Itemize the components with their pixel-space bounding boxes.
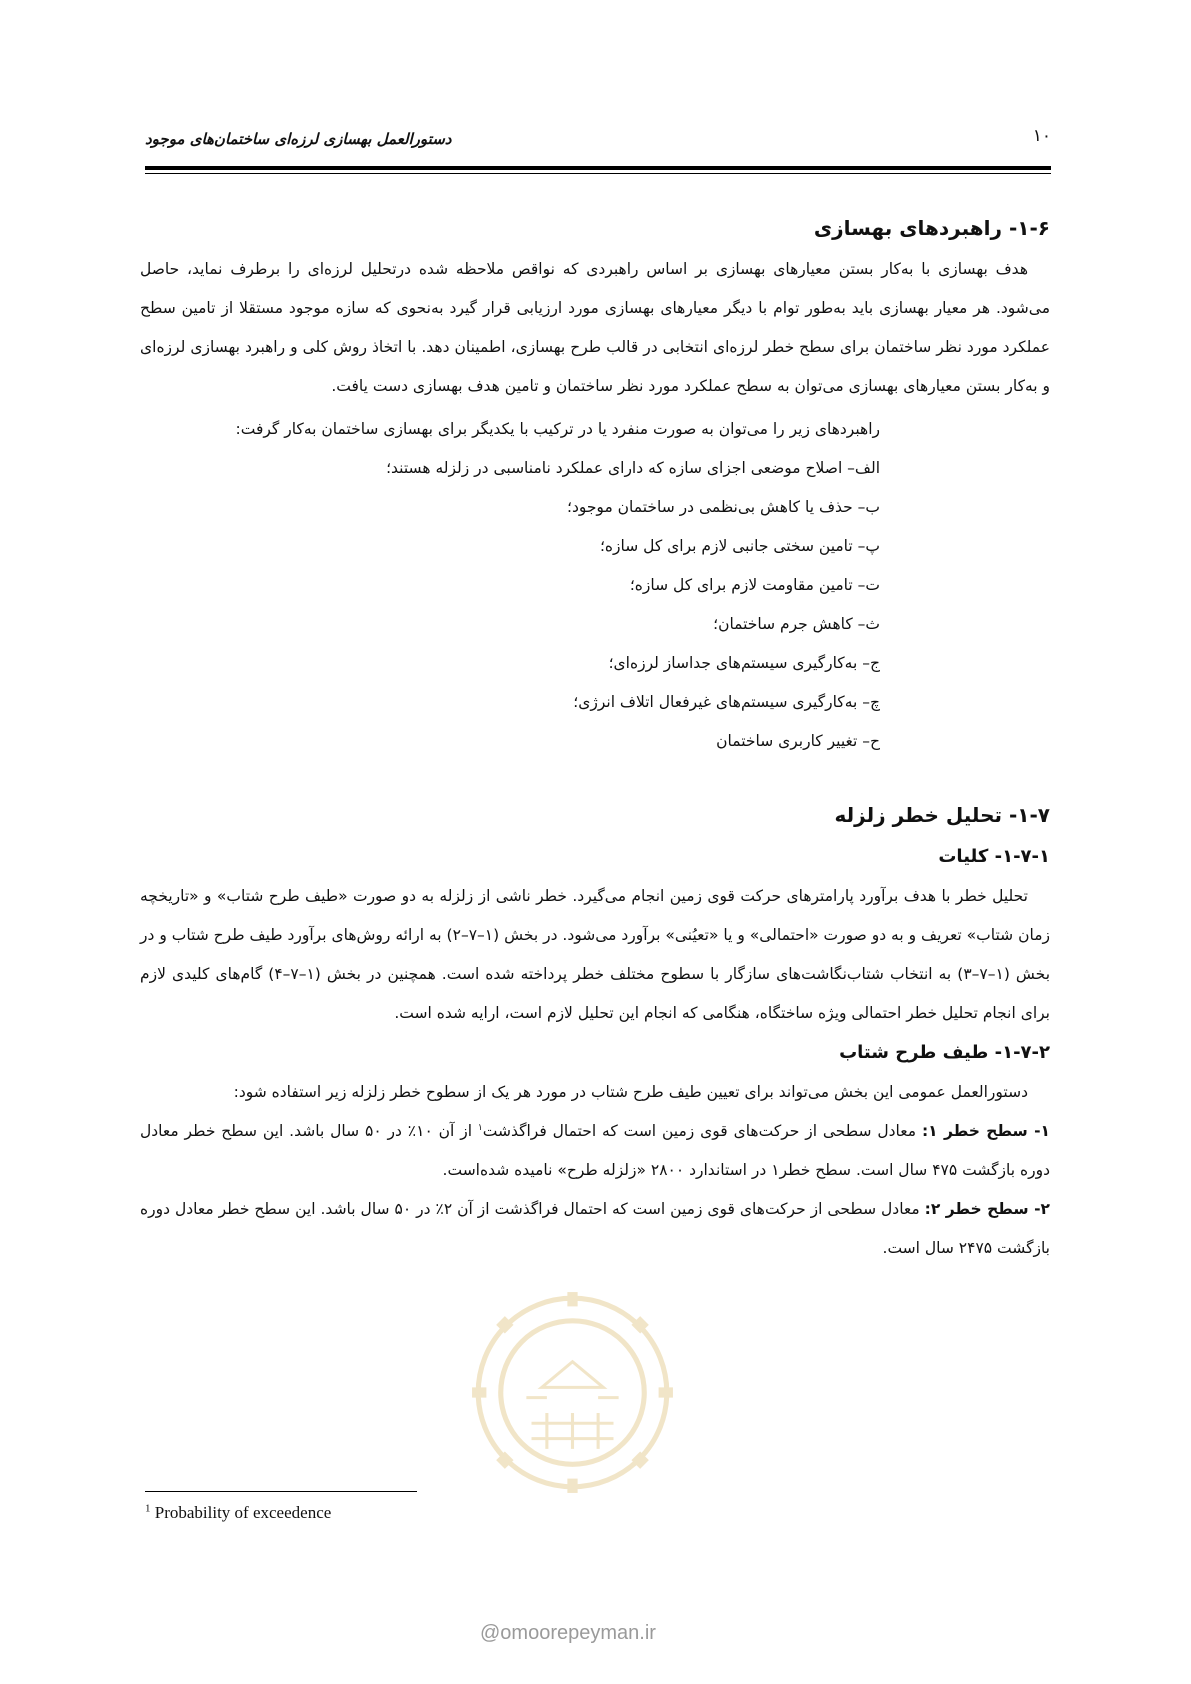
page-number: ۱۰ <box>1032 126 1051 146</box>
body-content <box>140 208 1050 1268</box>
list-item: ح– تغییر کاربری ساختمان <box>716 732 880 750</box>
watermark-text: @omoorepeyman.ir <box>480 1622 656 1644</box>
hazard-level-1 <box>140 1112 1050 1190</box>
hazard-level-1-text-b: از آن ۱۰٪ در ۵۰ سال باشد. این سطح خطر معادل دوره بازگشت ۴۷۵ سال است. سطح خطر۱ در استاندارد ۲۸۰۰ «زلزله طرح» نامیده شده‌است. <box>140 1122 1050 1179</box>
footnote-mark: 1 <box>145 1502 151 1515</box>
strategies-list <box>140 410 1050 761</box>
section-heading-hazard-analysis: ۱-۷- تحلیل خطر زلزله <box>834 803 1050 827</box>
paragraph-general: تحلیل خطر با هدف برآورد پارامترهای حرکت قوی زمین انجام می‌گیرد. خطر ناشی از زلزله به دو صورت «طیف طرح شتاب» و «تاریخچه زمان شتاب» تعریف و به دو صورت «احتمالی» و یا «تعیُنی» برآورد می‌شود. در بخش (۱–۷–۲) به ارائه روش‌های برآورد طیف طرح شتاب و در بخش (۱–۷–۳) به انتخاب شتاب‌نگاشت‌های سازگار با سطوح مختلف خطر پرداخته شده است. همچنین در بخش (۱–۷–۴) گام‌های کلیدی لازم برای انجام تحلیل خطر احتمالی ویژه ساختگاه، هنگامی که انجام این تحلیل لازم است، ارایه شده است. <box>140 887 1051 1022</box>
section-heading-strategies: ۱-۶- راهبردهای بهسازی <box>813 216 1050 240</box>
institution-seal-icon <box>470 1290 675 1495</box>
subsection-heading-design-spectrum: ۱-۷-۲- طیف طرح شتاب <box>839 1042 1050 1063</box>
footnote-reference[interactable]: ۱ <box>477 1122 483 1133</box>
list-item: ب– حذف یا کاهش بی‌نظمی در ساختمان موجود؛ <box>567 498 880 516</box>
list-item: الف– اصلاح موضعی اجزای سازه که دارای عملکرد نامناسبی در زلزله هستند؛ <box>386 459 880 477</box>
hazard-level-2-text: معادل سطحی از حرکت‌های قوی زمین است که احتمال فراگذشت از آن ۲٪ در ۵۰ سال باشد. این سطح خطر معادل دوره بازگشت ۲۴۷۵ سال است. <box>140 1200 1050 1257</box>
hazard-level-2 <box>140 1190 1050 1268</box>
footnote-separator <box>145 1491 417 1492</box>
list-item: ث– کاهش جرم ساختمان؛ <box>713 615 880 633</box>
list-item: ت– تامین مقاومت لازم برای کل سازه؛ <box>629 576 880 594</box>
hazard-level-2-label: ۲- سطح خطر ۲: <box>924 1200 1050 1218</box>
subsection-heading-general: ۱-۷-۱- کلیات <box>938 846 1050 867</box>
strategies-list-intro: راهبردهای زیر را می‌توان به صورت منفرد یا در ترکیب با یکدیگر برای بهسازی ساختمان به‌کار گرفت: <box>235 420 880 438</box>
footnote-text: Probability of exceedence <box>154 1503 332 1522</box>
list-item: ج– به‌کارگیری سیستم‌های جداساز لرزه‌ای؛ <box>608 654 880 672</box>
list-item: چ– به‌کارگیری سیستم‌های غیرفعال اتلاف انرژی؛ <box>573 693 880 711</box>
hazard-level-1-label: ۱- سطح خطر ۱: <box>921 1122 1051 1140</box>
header-rule-thick <box>145 166 1051 170</box>
paragraph-strategies-intro: هدف بهسازی با به‌کار بستن معیارهای بهسازی بر اساس راهبردی که نواقص ملاحظه شده درتحلیل لرزه‌ای را برطرف نماید، حاصل می‌شود. هر معیار بهسازی باید به‌طور توام با دیگر معیارهای بهسازی مورد ارزیابی قرار گیرد به‌نحوی که سازه موجود مستقلا از تامین سطح عملکرد مورد نظر ساختمان برای سطح خطر لرزه‌ای انتخابی در قالب طرح بهسازی، اطمینان دهد. با اتخاذ روش کلی و راهبرد بهسازی لرزه‌ای و به‌کار بستن معیارهای بهسازی می‌توان به سطح عملکرد مورد نظر ساختمان و تامین هدف بهسازی دست یافت. <box>140 260 1050 395</box>
header-rule-thin <box>145 173 1051 174</box>
paragraph-spectrum-intro: دستورالعمل عمومی این بخش می‌تواند برای تعیین طیف طرح شتاب در مورد هر یک از سطوح خطر زلزله زیر استفاده شود: <box>233 1083 1028 1101</box>
footnote <box>145 1503 331 1523</box>
list-item: پ– تامین سختی جانبی لازم برای کل سازه؛ <box>599 537 880 555</box>
hazard-level-1-text-a: معادل سطحی از حرکت‌های قوی زمین است که احتمال فراگذشت <box>482 1122 922 1140</box>
running-header-title: دستورالعمل بهسازی لرزه‌ای ساختمان‌های موجود <box>145 130 452 148</box>
